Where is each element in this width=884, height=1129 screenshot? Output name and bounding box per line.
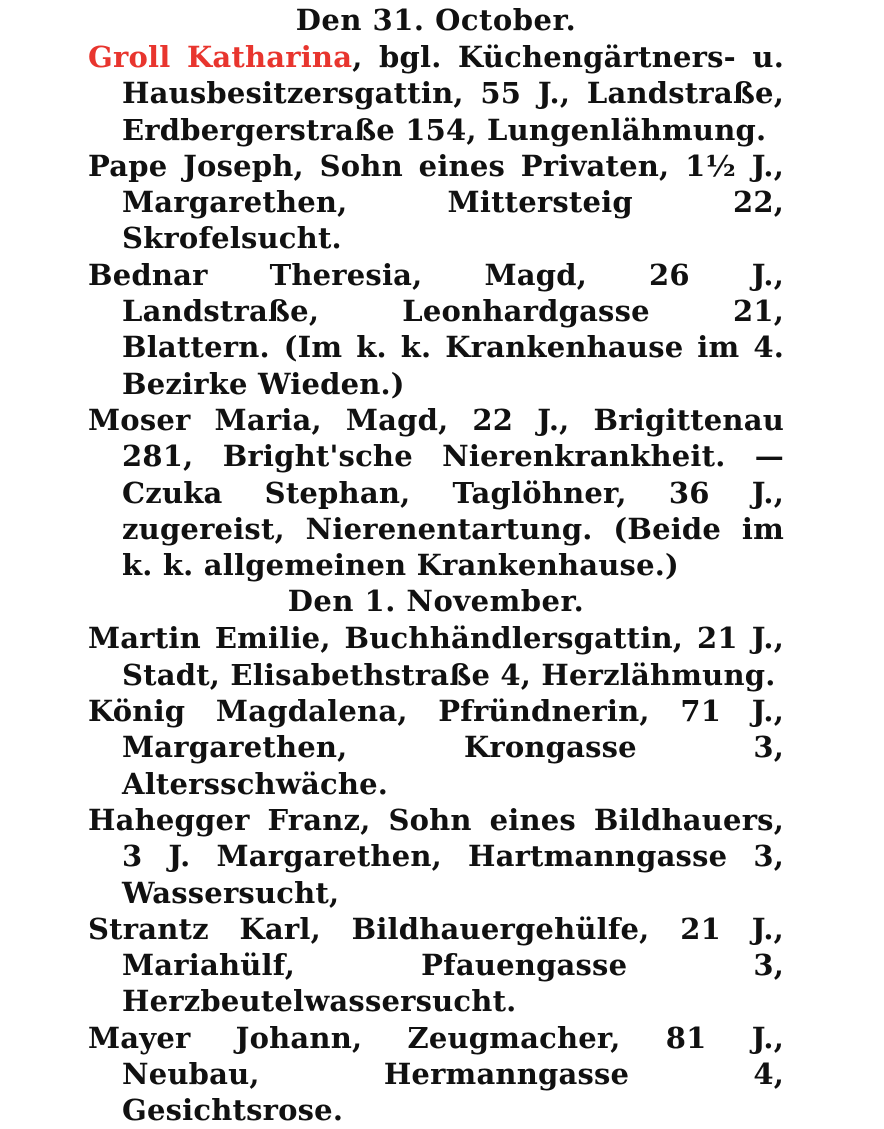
entry-details: , Buchhändlersgattin, 21 J., Stadt, Elisabethstraße 4, Herzlähmung. (122, 621, 784, 692)
register-entry (88, 802, 784, 911)
register-entry (88, 402, 784, 583)
entry-name: Martin Emilie (88, 621, 321, 656)
entry-name: Pape Joseph (88, 148, 294, 183)
entry-name: Moser Maria (88, 402, 312, 437)
entry-details: , Pfründnerin, 71 J., Margarethen, Krongasse 3, Altersschwäche. (122, 694, 785, 801)
entry-name: Bednar Theresia (88, 257, 413, 292)
entry-name: Strantz Karl (88, 911, 311, 946)
entry-details: , Sohn eines Privaten, 1½ J., Margarethen, Mittersteig 22, Skrofelsucht. (122, 148, 784, 256)
register-entry (88, 911, 784, 1020)
register-entry (88, 620, 784, 693)
register-entry (88, 257, 784, 402)
entry-name: König Magdalena (88, 694, 398, 729)
entry-name: Mayer Johann (88, 1020, 352, 1055)
register-entry (88, 1020, 784, 1129)
entry-details: , Magd, 26 J., Landstraße, Leonhardgasse 21, Blattern. (Im k. k. Krankenhause im 4. Bezirke Wieden.) (122, 257, 785, 401)
entry-details: , Zeugmacher, 81 J., Neubau, Hermanngasse 4, Gesichtsrose. (122, 1020, 784, 1128)
entry-details: , bgl. Küchengärtners- u. Hausbesitzersgattin, 55 J., Landstraße, Erdbergerstraße 154, Lungenlähmung. (122, 40, 784, 147)
register-entry (88, 39, 784, 148)
register-entry (88, 148, 784, 257)
entry-details: , Magd, 22 J., Brigittenau 281, Bright'sche Nierenkrankheit. — Czuka Stephan, Taglöhner, 36 J., zugereist, Nierenentartung. (Beide im k. k. allgemeinen Krankenhause.) (122, 402, 784, 583)
entry-details: , Bildhauergehülfe, 21 J., Mariahülf, Pfauengasse 3, Herzbeutelwassersucht. (122, 911, 784, 1019)
entry-name: Hahegger Franz (88, 802, 361, 837)
date-heading-october-31: Den 31. October. (295, 3, 577, 37)
entry-details: , Sohn eines Bildhauers, 3 J. Margarethen, Hartmanngasse 3, Wassersucht, (122, 802, 784, 910)
date-heading-november-1: Den 1. November. (287, 584, 585, 619)
register-entry (88, 693, 784, 802)
highlighted-name: Groll Katharina (88, 40, 353, 74)
